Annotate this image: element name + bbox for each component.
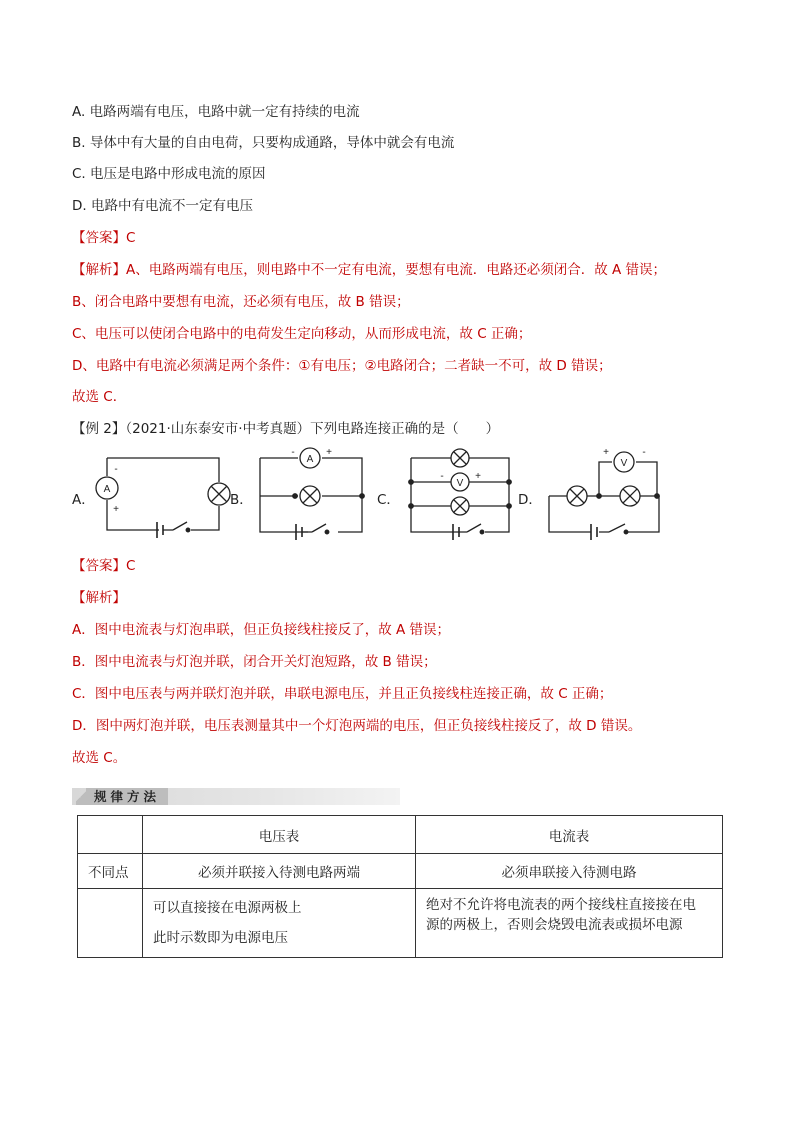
q1-analysis-line-5: 故选 C． xyxy=(72,389,127,405)
table-row xyxy=(78,889,723,958)
q1-analysis-line-1 xyxy=(72,260,666,280)
junction-dot xyxy=(293,494,298,499)
terminal-sign: + xyxy=(113,504,119,515)
terminal-sign: - xyxy=(291,447,295,458)
row-label: 不同点 xyxy=(78,854,143,889)
method-header-bar xyxy=(72,788,400,805)
switch-icon xyxy=(609,524,625,532)
choice-label-d: D． xyxy=(518,492,542,508)
terminal-sign: - xyxy=(114,464,118,475)
option-a: A. 电路两端有电压，电路中就一定有持续的电流 xyxy=(72,104,360,120)
q2-stem: 【例 2】（2021·山东泰安市·中考真题）下列电路连接正确的是（ ） xyxy=(72,421,500,437)
comparison-table xyxy=(77,815,723,958)
terminal-sign: + xyxy=(603,447,609,458)
ammeter-cell: 必须串联接入待测电路 xyxy=(416,854,723,889)
junction-dot xyxy=(507,504,512,509)
q2-answer xyxy=(72,556,135,576)
row-label xyxy=(78,889,143,958)
q2-analysis-line-3: C．图中电压表与两并联灯泡并联，串联电源电压，并且正负接线柱连接正确，故 C 正确； xyxy=(72,686,613,702)
junction-dot xyxy=(409,504,414,509)
answer-tag: 【答案】 xyxy=(72,558,126,574)
analysis-text: A、电路两端有电压，则电路中不一定有电流，要想有电流．电路还必须闭合．故 A 错误； xyxy=(126,262,667,278)
meter-letter: A xyxy=(103,484,111,495)
circuit-diagrams xyxy=(72,447,672,552)
circuit-c xyxy=(411,449,509,540)
header-ammeter: 电流表 xyxy=(416,816,723,854)
analysis-tag: 【解析】 xyxy=(72,262,126,278)
lamp-cross xyxy=(211,486,227,502)
ammeter-cell xyxy=(416,889,723,958)
choice-label-a: A． xyxy=(72,492,95,508)
meter-letter: V xyxy=(456,478,464,489)
meter-letter: A xyxy=(306,454,314,465)
junction-dot xyxy=(409,480,414,485)
switch-icon xyxy=(163,522,187,530)
q1-analysis-line-4: D、电路中有电流必须满足两个条件：①有电压；②电路闭合；二者缺一不可，故 D 错误； xyxy=(72,358,612,374)
answer-value: C xyxy=(126,558,136,574)
junction-dot xyxy=(507,480,512,485)
method-title: 规律方法 xyxy=(86,788,168,805)
q1-answer xyxy=(72,228,135,248)
meter-letter: V xyxy=(620,458,628,469)
cell-line: 此时示数即为电源电压 xyxy=(153,930,288,946)
switch-icon xyxy=(459,524,481,532)
cell-line: 可以直接接在电源两极上 xyxy=(153,900,302,916)
option-b: B. 导体中有大量的自由电荷，只要构成通路，导体中就会有电流 xyxy=(72,135,455,151)
table-row xyxy=(78,854,723,889)
terminal-sign: + xyxy=(475,471,481,482)
voltmeter-cell xyxy=(143,889,416,958)
option-c: C. 电压是电路中形成电流的原因 xyxy=(72,166,266,182)
junction-dot xyxy=(360,494,365,499)
q2-analysis-line-4: D．图中两灯泡并联，电压表测量其中一个灯泡两端的电压，但正负接线柱接反了，故 D 错误。 xyxy=(72,718,642,734)
cell-line: 绝对不允许将电流表的两个接线柱直接接在电 xyxy=(426,897,696,913)
header-cell-empty xyxy=(78,816,143,854)
q1-analysis-line-2: B、闭合电路中要想有电流，还必须有电压，故 B 错误； xyxy=(72,294,410,310)
q2-analysis-line-1: A．图中电流表与灯泡串联，但正负接线柱接反了，故 A 错误； xyxy=(72,622,451,638)
choice-label-c: C． xyxy=(377,492,400,508)
circuit-d xyxy=(549,452,659,540)
terminal-sign: + xyxy=(326,447,332,458)
circuit-options xyxy=(72,447,672,552)
table-header-row xyxy=(78,816,723,854)
choice-label-b: B． xyxy=(230,492,253,508)
q2-analysis-tag: 【解析】 xyxy=(72,590,126,606)
voltmeter-cell: 必须并联接入待测电路两端 xyxy=(143,854,416,889)
header-voltmeter: 电压表 xyxy=(143,816,416,854)
terminal-sign: - xyxy=(642,447,646,458)
terminal-sign: - xyxy=(440,471,444,482)
junction-dot xyxy=(597,494,602,499)
switch-icon xyxy=(302,524,326,532)
q2-analysis-line-2: B．图中电流表与灯泡并联，闭合开关灯泡短路，故 B 错误； xyxy=(72,654,437,670)
answer-value: C xyxy=(126,230,136,246)
option-d: D. 电路中有电流不一定有电压 xyxy=(72,198,253,214)
battery-icon xyxy=(591,524,597,540)
answer-tag: 【答案】 xyxy=(72,230,126,246)
cell-line: 源的两极上，否则会烧毁电流表或损坏电源 xyxy=(426,917,683,933)
q1-analysis-line-3: C、电压可以使闭合电路中的电荷发生定向移动，从而形成电流，故 C 正确； xyxy=(72,326,532,342)
q2-analysis-line-5: 故选 C。 xyxy=(72,750,127,766)
junction-dot xyxy=(655,494,660,499)
lamp-cross xyxy=(303,489,317,503)
